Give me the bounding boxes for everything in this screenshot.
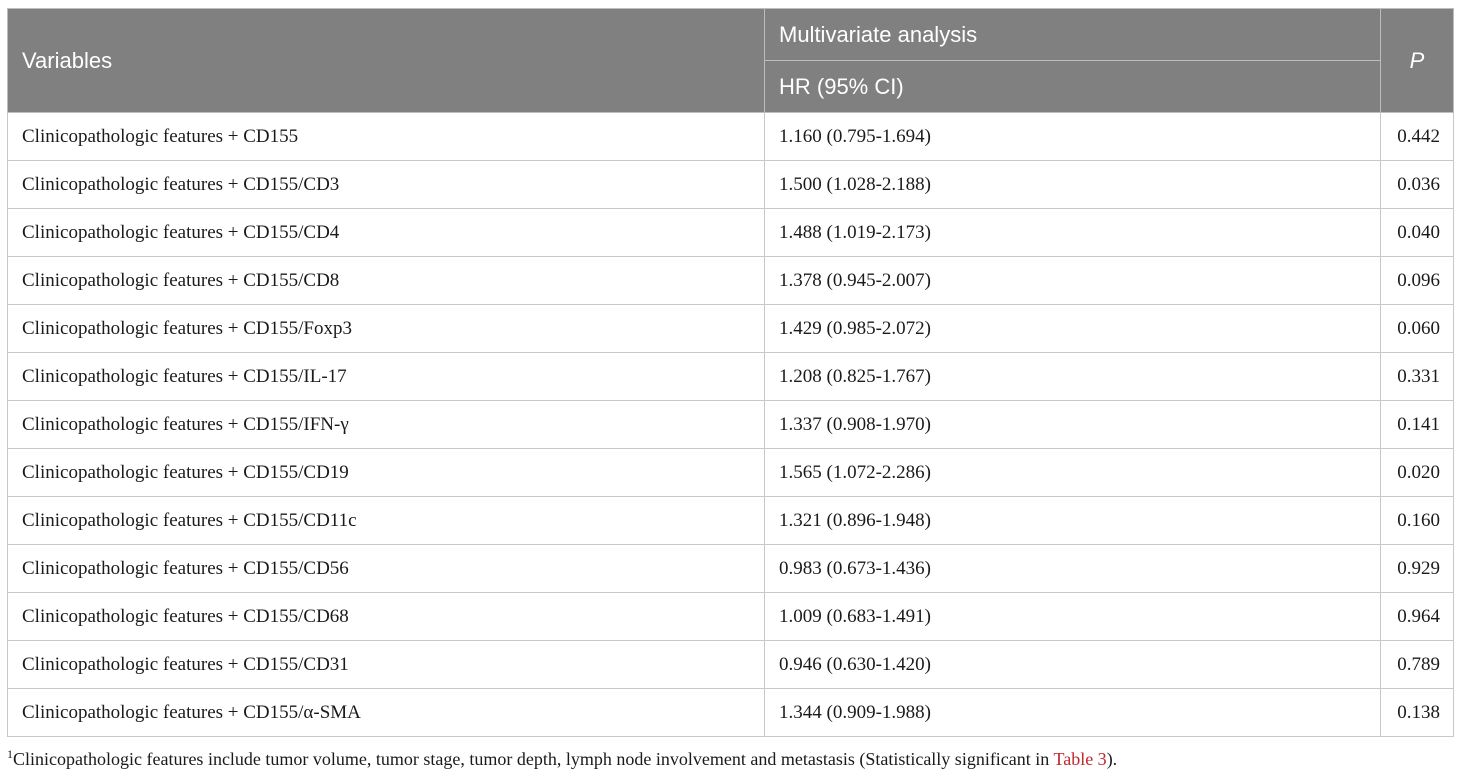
variable-cell: Clinicopathologic features + CD155/CD3 (8, 161, 765, 209)
variable-cell: Clinicopathologic features + CD155/CD31 (8, 641, 765, 689)
variable-cell: Clinicopathologic features + CD155 (8, 113, 765, 161)
p-cell: 0.060 (1381, 305, 1454, 353)
variable-cell: Clinicopathologic features + CD155/CD19 (8, 449, 765, 497)
footnote-text: Clinicopathologic features include tumor volume, tumor stage, tumor depth, lymph node involvement and metastasis (Statistically significant in (13, 749, 1054, 769)
hr-cell: 1.429 (0.985-2.072) (765, 305, 1381, 353)
header-p: P (1381, 9, 1454, 113)
results-table-container (7, 8, 1453, 737)
footnote-end: ). (1106, 749, 1118, 769)
hr-cell: 1.344 (0.909-1.988) (765, 689, 1381, 737)
variable-cell: Clinicopathologic features + CD155/CD56 (8, 545, 765, 593)
p-cell: 0.789 (1381, 641, 1454, 689)
hr-cell: 1.208 (0.825-1.767) (765, 353, 1381, 401)
hr-cell: 1.321 (0.896-1.948) (765, 497, 1381, 545)
variable-cell: Clinicopathologic features + CD155/CD8 (8, 257, 765, 305)
variable-cell: Clinicopathologic features + CD155/IFN-γ (8, 401, 765, 449)
p-cell: 0.331 (1381, 353, 1454, 401)
table-row (8, 545, 1454, 593)
multivariate-table (7, 8, 1454, 737)
table-row (8, 449, 1454, 497)
table-row (8, 401, 1454, 449)
hr-cell: 0.983 (0.673-1.436) (765, 545, 1381, 593)
hr-cell: 1.488 (1.019-2.173) (765, 209, 1381, 257)
footnote-marker: 1 (7, 747, 13, 761)
hr-cell: 1.565 (1.072-2.286) (765, 449, 1381, 497)
p-cell: 0.442 (1381, 113, 1454, 161)
table-row (8, 353, 1454, 401)
table-row (8, 641, 1454, 689)
table-body (8, 113, 1454, 737)
p-cell: 0.138 (1381, 689, 1454, 737)
table-footnote (7, 747, 1117, 770)
variable-cell: Clinicopathologic features + CD155/Foxp3 (8, 305, 765, 353)
hr-cell: 1.500 (1.028-2.188) (765, 161, 1381, 209)
header-hr: HR (95% CI) (765, 61, 1381, 113)
table-row (8, 161, 1454, 209)
table-row (8, 113, 1454, 161)
variable-cell: Clinicopathologic features + CD155/CD4 (8, 209, 765, 257)
table-row (8, 593, 1454, 641)
p-cell: 0.040 (1381, 209, 1454, 257)
table-row (8, 305, 1454, 353)
variable-cell: Clinicopathologic features + CD155/IL-17 (8, 353, 765, 401)
table-row (8, 257, 1454, 305)
table-3-link[interactable]: Table 3 (1053, 749, 1107, 769)
p-cell: 0.160 (1381, 497, 1454, 545)
p-cell: 0.036 (1381, 161, 1454, 209)
p-cell: 0.096 (1381, 257, 1454, 305)
hr-cell: 1.009 (0.683-1.491) (765, 593, 1381, 641)
p-cell: 0.964 (1381, 593, 1454, 641)
table-row (8, 689, 1454, 737)
table-row (8, 209, 1454, 257)
header-variables: Variables (8, 9, 765, 113)
header-multivariate: Multivariate analysis (765, 9, 1381, 61)
hr-cell: 1.160 (0.795-1.694) (765, 113, 1381, 161)
table-header (8, 9, 1454, 113)
hr-cell: 1.337 (0.908-1.970) (765, 401, 1381, 449)
variable-cell: Clinicopathologic features + CD155/CD11c (8, 497, 765, 545)
p-cell: 0.929 (1381, 545, 1454, 593)
table-row (8, 497, 1454, 545)
p-cell: 0.020 (1381, 449, 1454, 497)
variable-cell: Clinicopathologic features + CD155/α-SMA (8, 689, 765, 737)
variable-cell: Clinicopathologic features + CD155/CD68 (8, 593, 765, 641)
hr-cell: 1.378 (0.945-2.007) (765, 257, 1381, 305)
hr-cell: 0.946 (0.630-1.420) (765, 641, 1381, 689)
p-cell: 0.141 (1381, 401, 1454, 449)
